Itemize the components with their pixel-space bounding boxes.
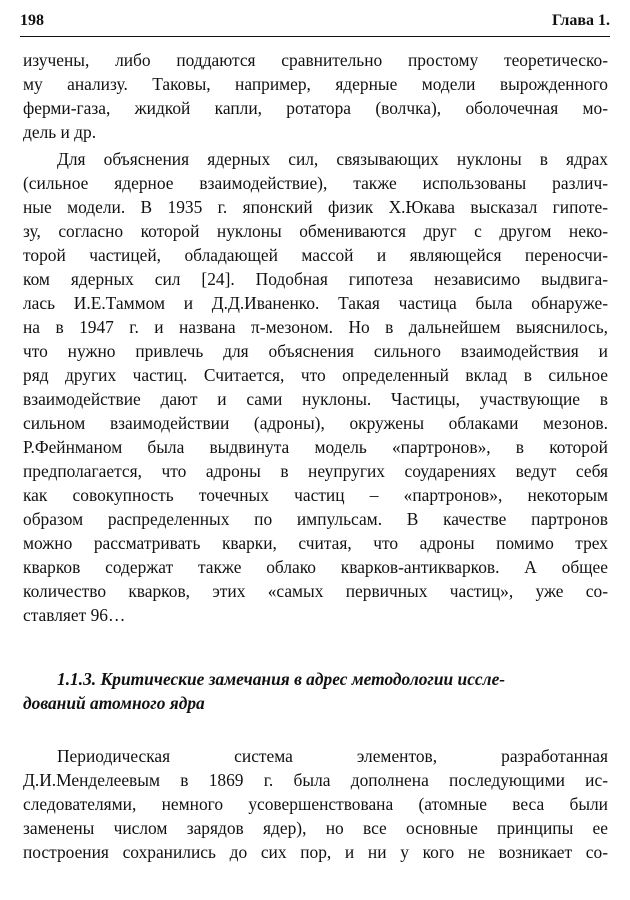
text-line: как совокупность точечных частиц – «партронов», некоторым [23,485,608,505]
text-line: взаимодействие дают и сами нуклоны. Частицы, участвующие в [23,389,608,409]
text-line: кварков содержат также облако кварков-антикварков. А общее [23,557,608,577]
text-line: ком ядерных сил [24]. Подобная гипотеза независимо выдвига- [23,269,608,289]
text-line: предполагается, что адроны в неупругих соударениях ведут себя [23,461,608,481]
text-line: Для объяснения ядерных сил, связывающих нуклоны в ядрах [57,149,608,169]
text-line: следователями, немного усовершенствована (атомные веса были [23,794,608,814]
text-line: что нужно привлечь для объяснения сильного взаимодействия и [23,341,608,361]
text-line: торой частицей, обладающей массой и являющейся переносчи- [23,245,608,265]
text-line: изучены, либо поддаются сравнительно простому теоретическо- [23,50,608,70]
text-line: количество кварков, этих «самых первичных частиц», уже со- [23,581,608,601]
text-line: лась И.Е.Таммом и Д.Д.Иваненко. Такая частица была обнаруже- [23,293,608,313]
chapter-label: Глава 1. [552,12,610,29]
text-line: ферми-газа, жидкой капли, ротатора (волчка), оболочечная мо- [23,98,608,118]
text-line: построения сохранились до сих пор, и ни у кого не возникает со- [23,842,608,862]
text-line: ные модели. В 1935 г. японский физик Х.Юкава высказал гипоте- [23,197,608,217]
text-line: дель и др. [23,122,97,142]
text-line: (сильное ядерное взаимодействие), также использованы различ- [23,173,608,193]
text-line: сильном взаимодействии (адроны), окружены облаками мезонов. [23,413,608,433]
subsection-title-line: дований атомного ядра [23,693,205,713]
text-line: заменены числом зарядов ядер), но все основные принципы ее [23,818,608,838]
text-line: образом распределенных по импульсам. В качестве партронов [23,509,608,529]
subsection-title-line: 1.1.3. Критические замечания в адрес методологии иссле- [57,669,506,689]
text-line: ставляет 96… [23,605,126,625]
text-line: Д.И.Менделеевым в 1869 г. была дополнена последующими ис- [23,770,608,790]
page-number: 198 [20,12,44,29]
text-line: Периодическая система элементов, разработанная [57,746,608,766]
text-line: му анализу. Таковы, например, ядерные модели вырожденного [23,74,608,94]
text-line: можно рассматривать кварки, считая, что адроны помимо трех [23,533,608,553]
text-line: Р.Фейнманом была выдвинута модель «партронов», в которой [23,437,608,457]
page-header [20,10,610,37]
text-line: ряд других частиц. Считается, что определенный вклад в сильное [23,365,608,385]
text-line: на в 1947 г. и названа π-мезоном. Но в дальнейшем выяснилось, [23,317,608,337]
text-line: зу, согласно которой нуклоны обмениваются друг с другом неко- [23,221,608,241]
